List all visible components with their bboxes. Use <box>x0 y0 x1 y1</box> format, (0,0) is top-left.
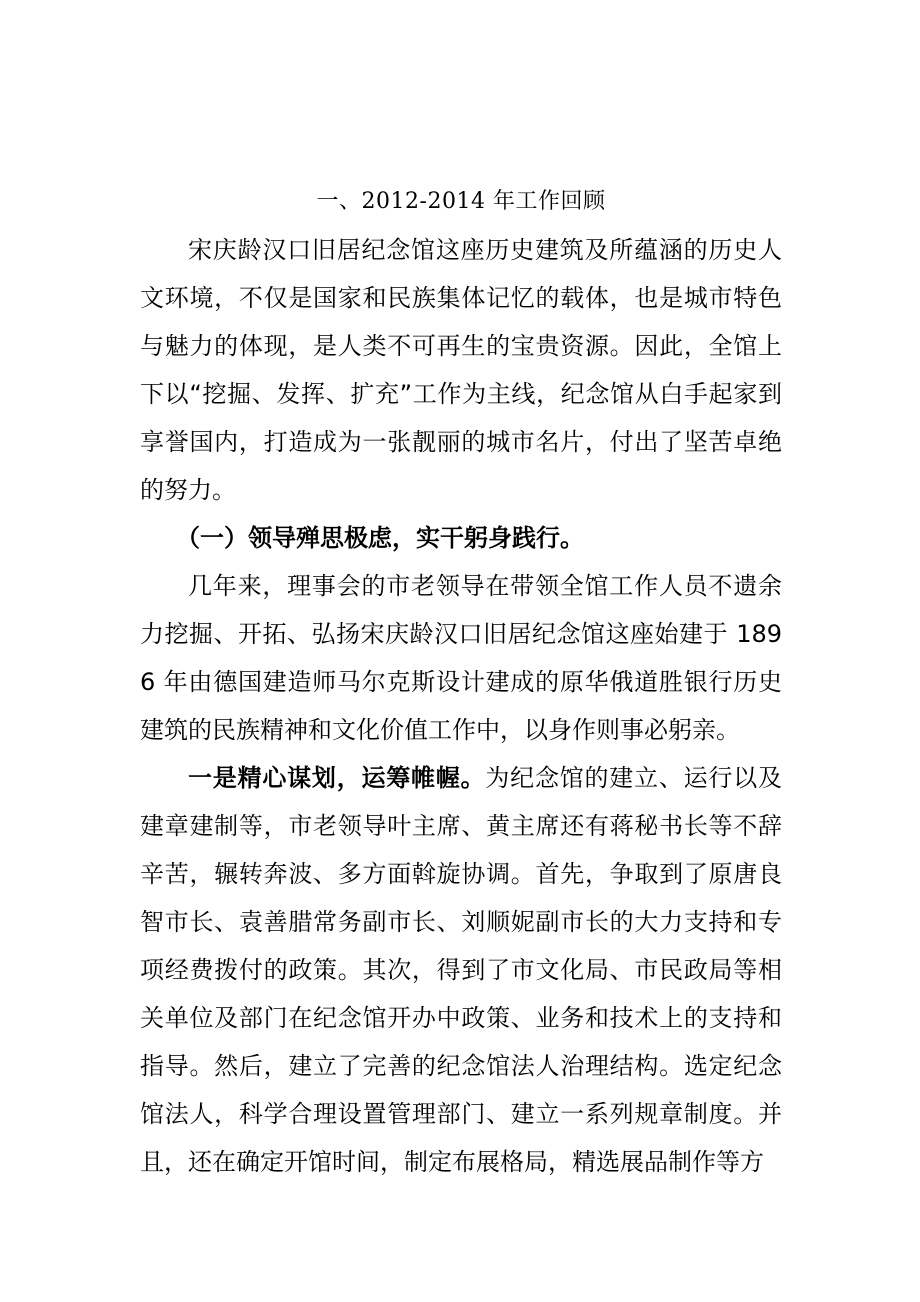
document-page <box>140 182 782 1186</box>
paragraph-leadership: 几年来，理事会的市老领导在带领全馆工作人员不遗余力挖掘、开拓、弘扬宋庆龄汉口旧居纪念馆这座始建于 1896 年由德国建造师马尔克斯设计建成的原华俄道胜银行历史建筑的民族精神和文化价值工作中，以身作则事必躬亲。 <box>140 572 782 744</box>
paragraph-body: 为纪念馆的建立、运行以及建章建制等，市老领导叶主席、黄主席还有蒋秘书长等不辞辛苦，辗转奔波、多方面斡旋协调。首先，争取到了原唐良智市长、袁善腊常务副市长、刘顺妮副市长的大力支持和专项经费拨付的政策。其次，得到了市文化局、市民政局等相关单位及部门在纪念馆开办中政策、业务和技术上的支持和指导。然后，建立了完善的纪念馆法人治理结构。选定纪念馆法人，科学合理设置管理部门、建立一系列规章制度。并且，还在确定开馆时间，制定布展格局，精选展品制作等方 <box>140 764 782 1176</box>
section-heading: （一）领导殚思极虑，实干躬身践行。 <box>176 524 584 552</box>
paragraph-lead-bold: 一是精心谋划，运筹帷幄。 <box>188 764 486 792</box>
paragraph-planning <box>140 754 782 1186</box>
paragraph-intro: 宋庆龄汉口旧居纪念馆这座历史建筑及所蕴涵的历史人文环境，不仅是国家和民族集体记忆的载体，也是城市特色与魅力的体现，是人类不可再生的宝贵资源。因此，全馆上下以“挖掘、发挥、扩充”工作为主线，纪念馆从白手起家到享誉国内，打造成为一张靓丽的城市名片，付出了坚苦卓绝的努力。 <box>140 236 782 504</box>
document-title: 一、2012-2014 年工作回顾 <box>316 189 606 214</box>
